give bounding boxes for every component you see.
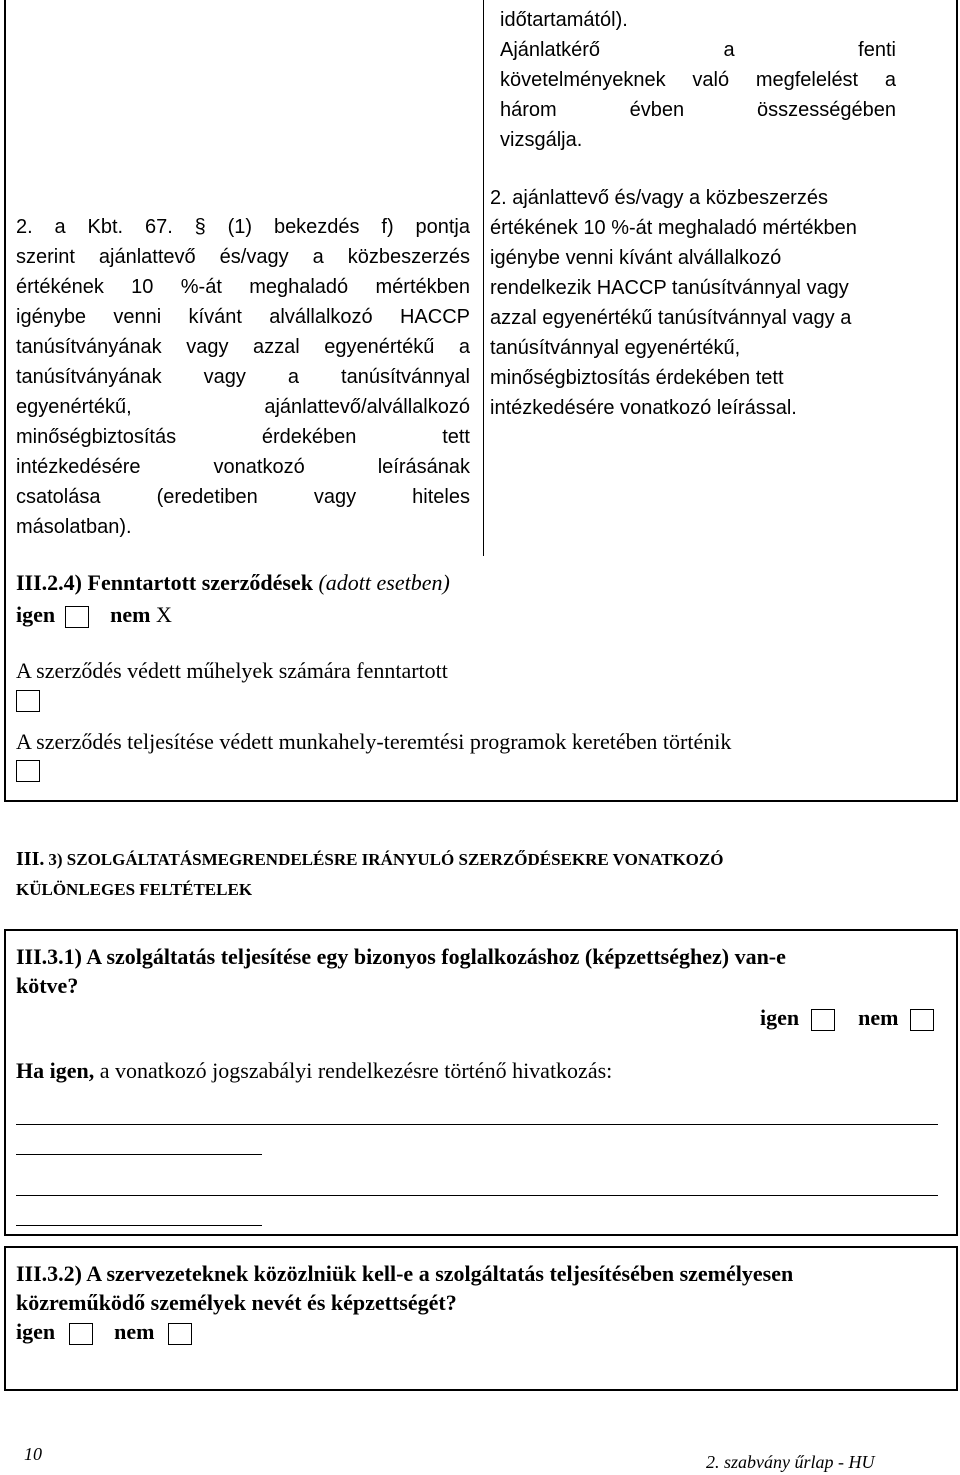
reference-answer-line[interactable] [16, 1154, 262, 1155]
text-line: intézkedésére vonatkozó leírásának [16, 456, 470, 478]
text-line: 2. ajánlattevő és/vagy a közbeszerzés [490, 187, 828, 209]
q1-text-line1: III.3.1) A szolgáltatás teljesítése egy bizonyos foglalkozáshoz (képzettséghez) van-e [16, 944, 786, 969]
text-line: intézkedésére vonatkozó leírással. [490, 397, 797, 419]
column-divider [483, 0, 484, 556]
form-name: 2. szabvány űrlap - HU [706, 1452, 875, 1472]
text-line: igénybe venni kívánt alvállalkozó [490, 247, 782, 269]
text-line: Ajánlatkérő a fenti [500, 39, 896, 61]
q1-text-line2: kötve? [16, 973, 79, 998]
text-line: követelményeknek való megfelelést a [500, 69, 896, 91]
q2-no-checkbox[interactable] [168, 1323, 192, 1345]
text-line: azzal egyenértékű tanúsítvánnyal vagy a [490, 307, 852, 329]
reserved-no-mark: X [155, 602, 172, 627]
criteria-cell-top [500, 5, 896, 155]
reference-answer-line[interactable] [16, 1225, 262, 1226]
text-line: csatolása (eredetiben vagy hiteles [16, 486, 470, 508]
reserved-yes-no-row: igen nem X [16, 602, 172, 627]
reserved-contracts-heading: III.2.4) Fenntartott szerződések (adott esetben) [16, 570, 450, 595]
text-line: igénybe venni kívánt alvállalkozó HACCP [16, 306, 470, 328]
text-line: három évben összességében [500, 99, 896, 121]
text-line: 2. a Kbt. 67. § (1) bekezdés f) pontja [16, 216, 470, 238]
page-number: 10 [24, 1444, 42, 1464]
text-line: értékének 10 %-át meghaladó mértékben [16, 276, 470, 298]
sheltered-workshops-checkbox[interactable] [16, 690, 40, 712]
q1-reference-label: Ha igen, a vonatkozó jogszabályi rendelkezésre történő hivatkozás: [16, 1058, 613, 1083]
sheltered-programs-label: A szerződés teljesítése védett munkahely-teremtési programok keretében történik [16, 729, 732, 754]
reference-answer-line[interactable] [16, 1195, 938, 1196]
requirement-cell [16, 212, 470, 542]
text-line: vizsgálja. [500, 129, 583, 151]
q1-yes-no-row: igen nem [760, 1005, 934, 1031]
text-line: minőségbiztosítás érdekében tett [16, 426, 470, 448]
reserved-yes-checkbox[interactable] [65, 606, 89, 628]
section-3-title-line2: KÜLÖNLEGES FELTÉTELEK [16, 880, 253, 899]
text-line: minőségbiztosítás érdekében tett [490, 367, 784, 389]
sheltered-programs-checkbox[interactable] [16, 760, 40, 782]
q1-no-checkbox[interactable] [910, 1009, 934, 1031]
criteria-cell-bottom [490, 183, 930, 423]
sheltered-workshops-label: A szerződés védett műhelyek számára fenntartott [16, 658, 448, 683]
text-line: másolatban). [16, 516, 132, 538]
text-line: értékének 10 %-át meghaladó mértékben [490, 217, 857, 239]
section-3-title: III. 3) SZOLGÁLTATÁSMEGRENDELÉSRE IRÁNYULÓ SZERZŐDÉSEKRE VONATKOZÓ [16, 848, 724, 870]
reference-answer-line[interactable] [16, 1124, 938, 1125]
q2-text-line1: III.3.2) A szervezeteknek közözlniük kell-e a szolgáltatás teljesítésében személyesen [16, 1261, 794, 1286]
q2-text-line2: közreműködő személyek nevét és képzettségét? [16, 1290, 457, 1315]
text-line: rendelkezik HACCP tanúsítvánnyal vagy [490, 277, 849, 299]
text-line: tanúsítványának vagy a tanúsítvánnyal [16, 366, 470, 388]
text-line: időtartamától). [500, 9, 628, 31]
text-line: egyenértékű, ajánlattevő/alvállalkozó [16, 396, 470, 418]
q2-yes-no-row: igen nem [16, 1319, 192, 1345]
q1-yes-checkbox[interactable] [811, 1009, 835, 1031]
text-line: szerint ajánlattevő és/vagy a közbeszerzés [16, 246, 470, 268]
text-line: tanúsítvánnyal egyenértékű, [490, 337, 741, 359]
text-line: tanúsítványának vagy azzal egyenértékű a [16, 336, 470, 358]
q2-yes-checkbox[interactable] [69, 1323, 93, 1345]
